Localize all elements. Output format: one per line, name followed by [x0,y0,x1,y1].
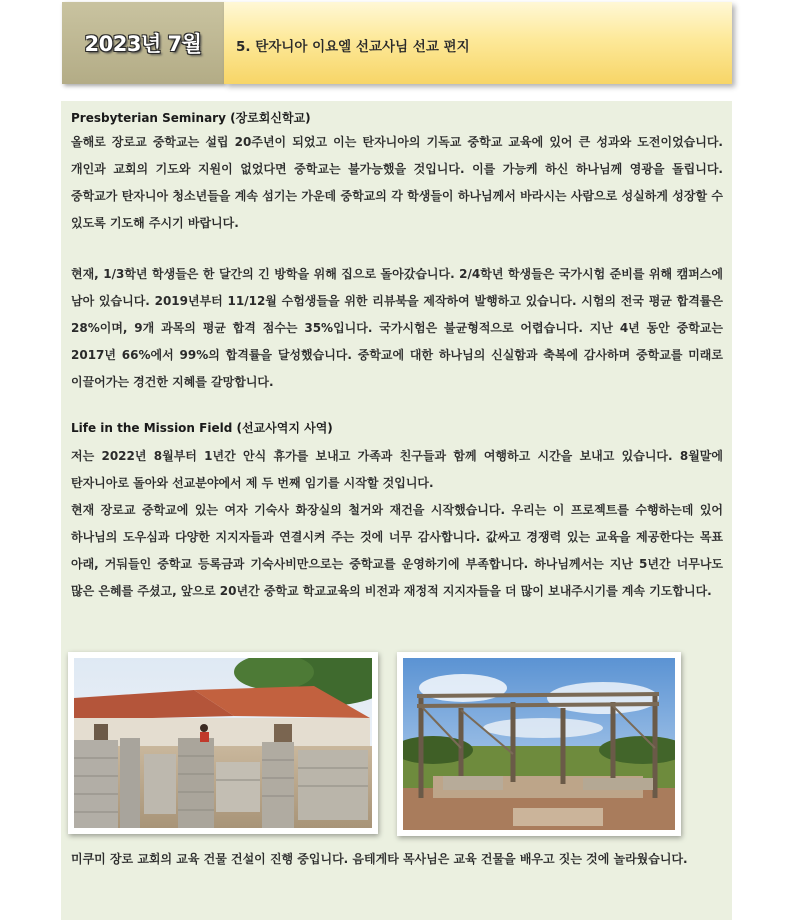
construction-photo-walls [68,652,378,834]
date-label: 2023년 7월 [84,32,202,56]
page-title: 5. 탄자니아 이요엘 선교사님 선교 편지 [236,39,470,55]
date-badge [62,2,224,84]
photo-caption: 미쿠미 장로 교회의 교육 건물 건설이 진행 중입니다. 음테게타 목사님은 교육 건물을 배우고 짓는 것에 놀라웠습니다. [71,852,688,866]
section-heading-mission: Life in the Mission Field (선교사역지 사역) [71,421,333,435]
paragraph-mission-1: 저는 2022년 8월부터 1년간 안식 휴가를 보내고 가족과 친구들과 함께 여행하고 시간을 보내고 있습니다. 8월말에 탄자니아로 돌아와 선교분야에서 제 두 번째 임기를 시작할 것입니다. [71,449,723,490]
title-banner [224,2,732,84]
paragraph-seminary-1: 올해로 장로교 중학교는 설립 20주년이 되었고 이는 탄자니아의 기독교 중학교 교육에 있어 큰 성과와 도전이었습니다. 개인과 교회의 기도와 지원이 없었다면 중학교는 불가능했을 것입니다. 이를 가능케 하신 하나님께 영광을 돌립니다. 중학교가 탄자니아 청소년들을 계속 섬기는 가운데 중학교의 각 학생들이 하나님께서 바라시는 사람으로 성실하게 성장할 수 있도록 기도해 주시기 바랍니다. [71,135,723,230]
letter-content [61,101,732,920]
construction-photo-frame [397,652,681,836]
paragraph-mission-2: 현재 장로교 중학교에 있는 여자 기숙사 화장실의 철거와 재건을 시작했습니다. 우리는 이 프로젝트를 수행하는데 있어 하나님의 도우심과 다양한 지지자들과 연결시켜 주는 것에 너무 감사합니다. 값싸고 경쟁력 있는 교육을 제공한다는 목표 아래, 거둬들인 중학교 등록금과 기숙사비만으로는 중학교를 운영하기에 부족합니다. 하나님께서는 지난 5년간 너무나도 많은 은혜를 주셨고, 앞으로 20년간 중학교 학교교육의 비전과 재정적 지지자들을 더 많이 보내주시기를 계속 기도합니다. [71,503,723,598]
paragraph-seminary-2: 현재, 1/3학년 학생들은 한 달간의 긴 방학을 위해 집으로 돌아갔습니다. 2/4학년 학생들은 국가시험 준비를 위해 캠퍼스에 남아 있습니다. 2019년부터 11/12월 수험생들을 위한 리뷰북을 제작하여 발행하고 있습니다. 시험의 전국 평균 합격률은 28%이며, 9개 과목의 평균 합격 점수는 35%입니다. 국가시험은 불균형적으로 어렵습니다. 지난 4년 동안 중학교는 2017년 66%에서 99%의 합격률을 달성했습니다. 중학교에 대한 하나님의 신실함과 축복에 감사하며 중학교를 미래로 이끌어가는 경건한 지혜를 갈망합니다. [71,267,723,389]
section-heading-seminary: Presbyterian Seminary (장로회신학교) [71,111,311,125]
